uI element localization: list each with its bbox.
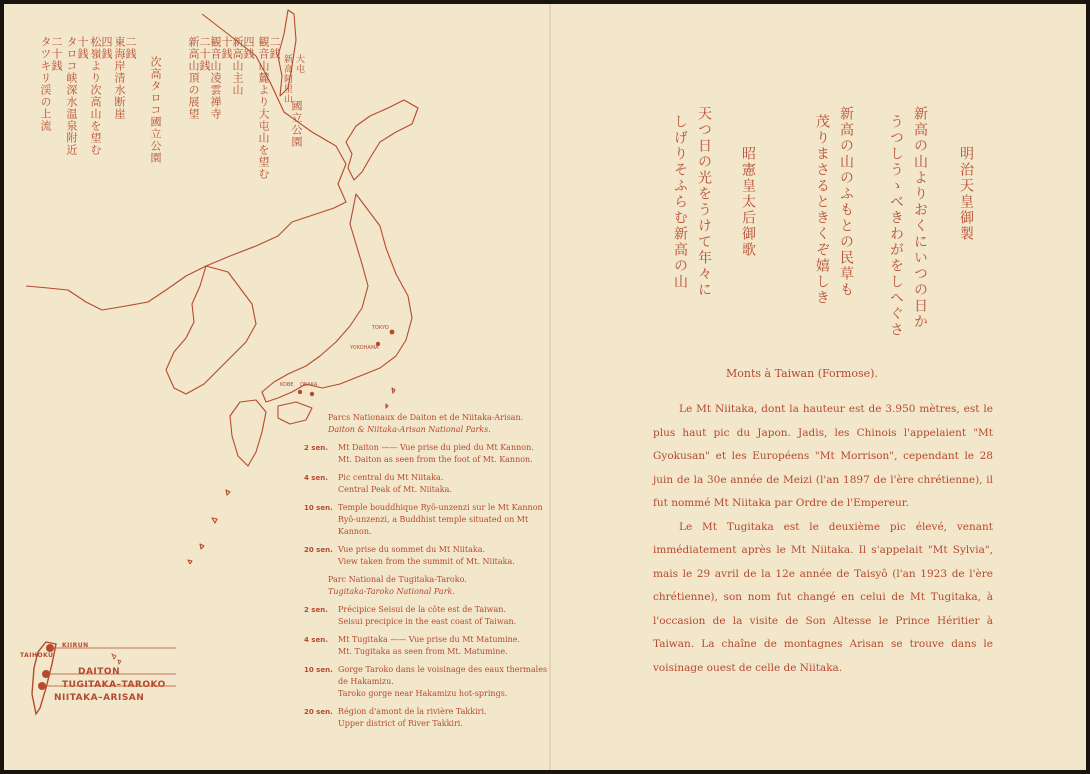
desc-stamp: 2 sen. Mt Daiton —— Vue prise du pied du Mt Kannon. Mt. Daiton as seen from the foot of Mt. Kannon.	[304, 443, 534, 464]
stamp-jp-4: 二十銭 新高山頂の展望	[187, 36, 211, 120]
desc-stamp: 2 sen. Précipice Seisui de la côte est de Taiwan. Seisui precipice in the east coast of Taiwan.	[304, 605, 517, 626]
korea-outline	[166, 266, 256, 394]
map-label-osaka: OSAKA	[300, 382, 318, 388]
poem-meiji-line-1: 新高の山よりおくにいつの日か	[912, 106, 928, 330]
desc-stamp: 20 sen. Région d'amont de la rivière Takkiri. Upper district of River Takkiri.	[304, 707, 487, 728]
folder-sheet	[4, 4, 1086, 770]
kyushu-outline	[230, 400, 266, 466]
desc-park-tugitaka: Parc National de Tugitaka-Taroko. Tugitaka-Taroko National Park.	[328, 575, 467, 596]
stamp-jp-5: 二銭 東海岸清水断崖	[113, 36, 137, 120]
french-paragraph-1: Le Mt Niitaka, dont la hauteur est de 3.950 mètres, est le plus haut pic du Japon. Jadis, les Chinois l'appelaient "Mt Gyokusan" et les Européens "Mt Morrison", cependant le 28 juin de la 30e année de Meizi (l'an 1897 de l'ère chrétienne), il fut nommé Mt Niitaka par Ordre de l'Empereur.	[653, 403, 993, 509]
stamp-jp-1: 二銭 観音山麓より大屯山を望む	[257, 36, 281, 180]
map-label-kobe: KOBE	[280, 382, 294, 388]
map-label-taihoku: TAIHOKU	[20, 652, 54, 659]
desc-stamp: 10 sen. Gorge Taroko dans le voisinage des eaux thermales de Hakamizu. Taroko gorge near Hakamizu hot-springs.	[304, 665, 548, 698]
stamp-jp-3: 十銭 観音山凌雲禅寺	[209, 36, 233, 120]
map-label-yokohama: YOKOHAMA	[350, 345, 379, 351]
center-fold	[549, 4, 551, 770]
desc-stamp: 20 sen. Vue prise du sommet du Mt Niitaka. View taken from the summit of Mt. Niitaka.	[304, 545, 515, 566]
map-label-kiirun: KIIRUN	[62, 642, 89, 649]
park-jp-daiton-title: 國立公園	[290, 100, 303, 148]
poem-shoken-line-1: 新高の山のふもとの民草も	[838, 106, 854, 298]
stamp-descriptions	[304, 412, 549, 736]
stamp-jp-2: 四銭 新高山主山	[231, 36, 255, 96]
poem-shoken2-line-1: 天つ日の光をうけて年々に	[696, 106, 712, 298]
poem-shoken-title: 昭憲皇太后御歌	[740, 146, 756, 258]
izu-islands	[386, 388, 395, 408]
poem-shoken2-line-2: しげりそふらむ新高の山	[672, 114, 688, 290]
hokkaido-outline	[346, 100, 418, 180]
honshu-outline	[262, 194, 412, 402]
stamp-jp-8: 二十銭 タツキリ渓の上流	[39, 36, 63, 132]
desc-stamp: 4 sen. Pic central du Mt Niitaka. Central Peak of Mt. Niitaka.	[304, 473, 452, 494]
poem-meiji-title: 明治天皇御製	[958, 146, 974, 242]
park-jp-daiton-sub2: 新高阿里山	[282, 54, 292, 104]
desc-park-daiton: Parcs Nationaux de Daiton et de Niitaka-Arisan. Daiton & Niitaka-Arisan National Parks.	[328, 413, 524, 434]
stamp-jp-7: 十銭 タロコ峡深水温泉附近	[65, 36, 89, 156]
legend-niitaka-arisan: NIITAKA–ARISAN	[54, 693, 145, 703]
legend-tugitaka-taroko: TUGITAKA–TAROKO	[62, 680, 166, 690]
poem-meiji-line-2: うつしうゝべきわがをしへぐさ	[888, 114, 904, 338]
ryukyu-islands	[188, 490, 230, 564]
map-label-tokyo: TOKYO	[372, 325, 389, 331]
poem-shoken-line-2: 茂りまさるときくぞ嬉しき	[814, 114, 830, 306]
french-paragraph-2: Le Mt Tugitaka est le deuxième pic élevé, venant immédiatement après le Mt Niitaka. Il s'appelait "Mt Sylvia", mais le 29 avril de la 12e année de Taisyô (l'an 1923 de l'ère chrétienne), son nom fut changé en celui de Mt Tugitaka, à l'occasion de la visite de Son Altesse le Prince Héritier à Taiwan. La chaîne de montagnes Arisan se trouve dans le voisinage ouest de celle de Niitaka.	[653, 520, 993, 674]
park-jp-taroko-title: 次高タロコ國立公園	[149, 56, 162, 164]
legend-daiton: DAITON	[78, 667, 121, 677]
stamp-jp-6: 四銭 松嶺より次高山を望む	[89, 36, 113, 156]
desc-stamp: 10 sen. Temple bouddhique Ryô-unzenzi sur le Mt Kannon Ryô-unzenzi, a Buddhist temple situated on Mt Kannon.	[304, 503, 543, 536]
park-jp-daiton-sub1: 大屯	[294, 54, 304, 74]
desc-stamp: 4 sen. Mt Tugitaka —— Vue prise du Mt Matumine. Mt. Tugitaka as seen from Mt. Matumine.	[304, 635, 521, 656]
french-title: Monts à Taiwan (Formose).	[726, 367, 878, 380]
french-body	[653, 398, 993, 680]
